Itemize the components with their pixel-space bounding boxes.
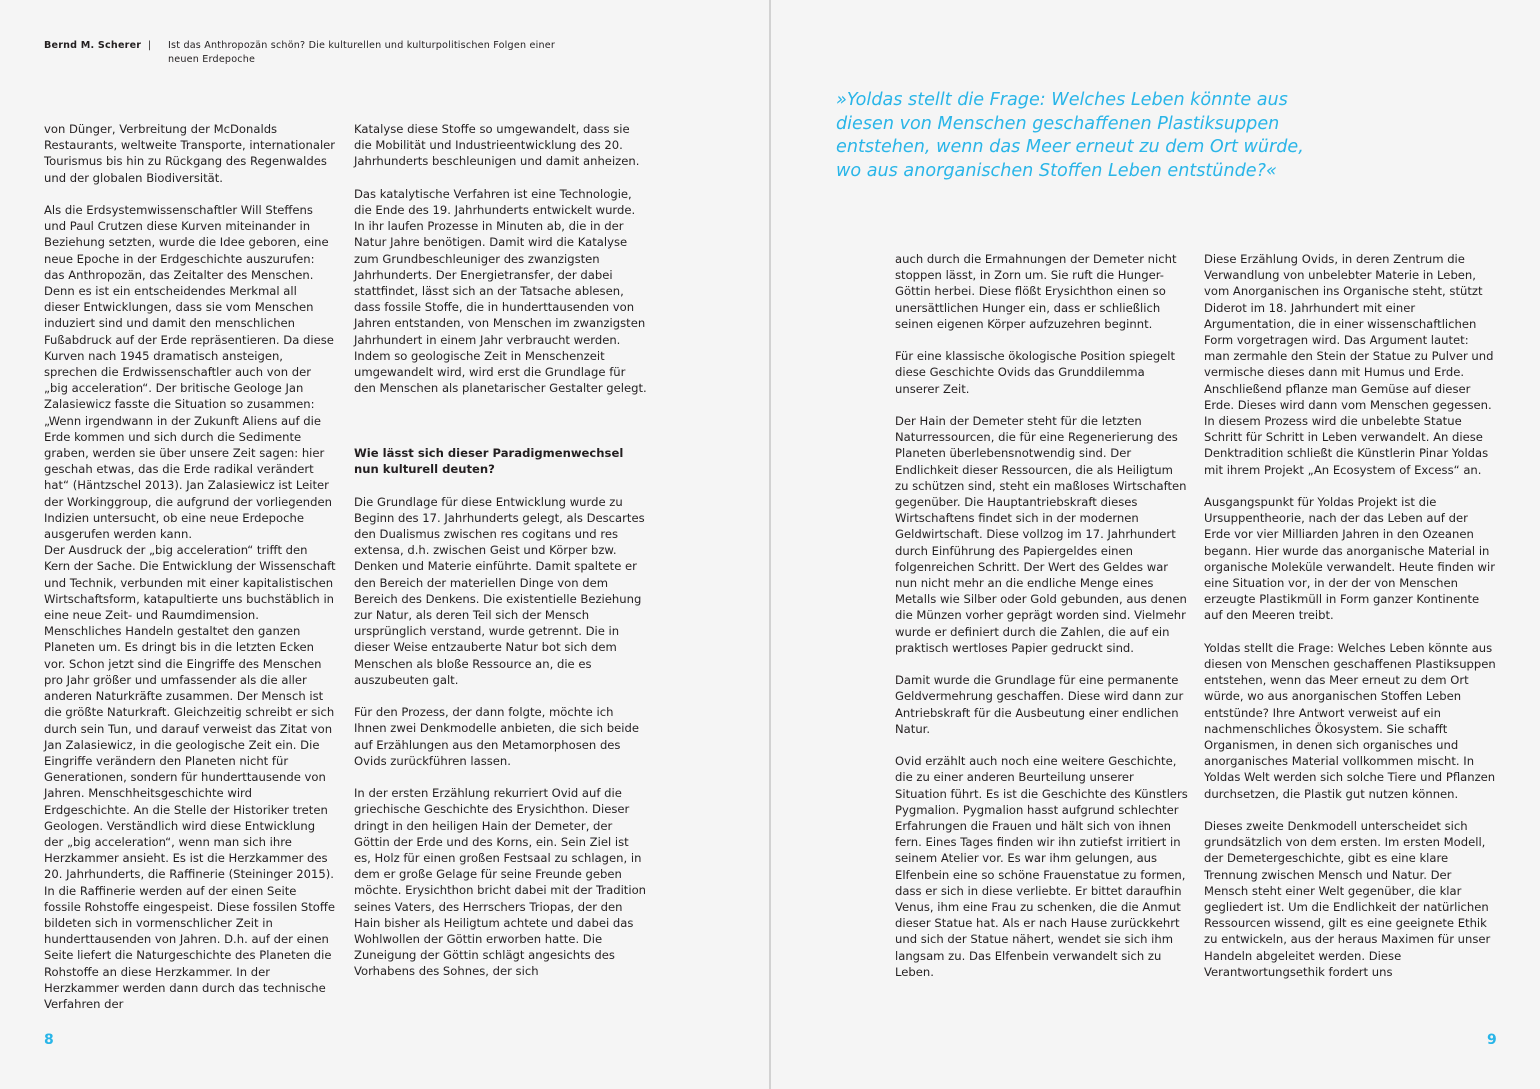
paragraph: Dieses zweite Denkmodell unterscheidet sich grundsätzlich von dem ersten. Im ersten Modell, der Demetergeschichte, gibt es eine klare Trennung zwischen Mensch und Natur. Der Mensch steht einer Welt gegenüber, die klar gegliedert ist. Um die Endlichkeit der natürlichen Ressourcen wissend, gilt es eine geeignete Ethik zu entwickeln, aus der heraus Maximen für unser Handeln abgeleitet werden. Diese Verantwortungsethik fordert uns: [1204, 819, 1491, 979]
paragraph: Katalyse diese Stoffe so umgewandelt, dass sie die Mobilität und Industrieentwicklung des 20. Jahrhunderts beschleunigen und damit anheizen.: [354, 122, 640, 169]
header-title: Ist das Anthropozän schön? Die kulturellen und kulturpolitischen Folgen einer neuen Erdepoche: [168, 40, 555, 65]
paragraph: von Dünger, Verbreitung der McDonalds Restaurants, weltweite Transporte, internationaler Tourismus bis hin zu Rückgang des Regenwaldes und der globalen Biodiversität.: [44, 122, 336, 185]
paragraph: Für eine klassische ökologische Position spiegelt diese Geschichte Ovids das Grunddilemma unserer Zeit.: [895, 349, 1176, 396]
page-number-left: 8: [44, 1032, 54, 1048]
paragraph: Die Grundlage für diese Entwicklung wurde zu Beginn des 17. Jahrhunderts gelegt, als Descartes den Dualismus zwischen res cogitans und res extensa, d.h. zwischen Geist und Körper bzw. Denken und Materie einführte. Damit spaltete er den Bereich der materiellen Dinge von dem Bereich des Denkens. Die existentielle Beziehung zur Natur, als deren Teil sich der Mensch ursprünglich verstand, wurde getrennt. Die in dieser Weise entzauberte Natur bot sich dem Menschen als bloße Ressource an, die es auszubeuten galt.: [354, 494, 645, 687]
paragraph: auch durch die Ermahnungen der Demeter nicht stoppen lässt, in Zorn um. Sie ruft die Hunger-Göttin herbei. Diese flößt Erysichthon einen so unersättlichen Hunger ein, dass er schließlich seinen eigenen Körper aufzuzehren beginnt.: [895, 252, 1177, 331]
paragraph: Für den Prozess, der dann folgte, möchte ich Ihnen zwei Denkmodelle anbieten, die sich beide auf Erzählungen aus den Metamorphosen des Ovids zurückführen lassen.: [354, 705, 639, 768]
page-number-right: 9: [1487, 1032, 1497, 1048]
paragraph: Der Hain der Demeter steht für die letzten Naturressourcen, die für eine Regenerierung des Planeten überlebensnotwendig sind. Der Endlichkeit dieser Ressourcen, die als Heiligtum zu schützen sind, steht ein maßloses Wirtschaften gegenüber. Die Hauptantriebskraft dieses Wirtschaftens findet sich in der modernen Geldwirtschaft. Diese vollzog im 17. Jahrhundert durch Einführung des Papiergeldes einen folgenreichen Schritt. Der Wert des Geldes war nun nicht mehr an die endliche Menge eines Metalls wie Silber oder Gold gebunden, aus denen die Münzen vorher geprägt worden sind. Vielmehr wurde er definiert durch die Zahlen, die auf ein praktisch wertloses Papier gedruckt sind.: [895, 414, 1187, 655]
paragraph: Yoldas stellt die Frage: Welches Leben könnte aus diesen von Menschen geschaffenen Plastiksuppen entstehen, wenn das Meer erneut zu dem Ort würde, wo aus anorganischen Stoffen Leben entstünde? Ihre Antwort verweist auf ein nachmenschliches Ökosystem. Sie schafft Organismen, in denen sich organisches und anorganisches Material vollkommen mischt. In Yoldas Welt werden sich solche Tiere und Pflanzen durchsetzen, die Plastik gut nutzen können.: [1204, 640, 1496, 801]
paragraph: Das katalytische Verfahren ist eine Technologie, die Ende des 19. Jahrhunderts entwickelt wurde. In ihr laufen Prozesse in Minuten ab, die in der Natur Jahre benötigen. Damit wird die Katalyse zum Grundbeschleuniger des zwanzigsten Jahrhunderts. Der Energietransfer, der dabei stattfindet, lässt sich an der Tatsache ablesen, dass fossile Stoffe, die in hunderttausenden von Jahren entstanden, von Menschen im zwanzigsten Jahrhundert in einem Jahr verbraucht werden. Indem so geologische Zeit in Menschenzeit umgewandelt wird, wird erst die Grundlage für den Menschen als planetarischer Gestalter gelegt.: [354, 186, 647, 396]
paragraph: Ovid erzählt auch noch eine weitere Geschichte, die zu einer anderen Beurteilung unserer Situation führt. Es ist die Geschichte des Künstlers Pygmalion. Pygmalion hasst aufgrund schlechter Erfahrungen die Frauen und hält sich von ihnen fern. Eines Tages finden wir ihn zutiefst irritiert in seinem Atelier vor. Es war ihm gelungen, aus Elfenbein eine so schöne Frauenstatue zu formen, dass er sich in diese verliebte. Er bittet daraufhin Venus, ihm eine Frau zu schenken, die die Anmut dieser Statue hat. Als er nach Hause zurückkehrt und sich der Statue nähert, wendet sie sich ihm langsam zu. Das Elfenbein verwandelt sich zu Leben.: [895, 754, 1188, 979]
pull-quote: »Yoldas stellt die Frage: Welches Leben könnte aus diesen von Menschen geschaffenen Plastiksuppen entstehen, wenn das Meer erneut zu dem Ort würde, wo aus anorganischen Stoffen Leben entstünde?«: [836, 90, 1304, 181]
left-column-2: [354, 121, 647, 980]
paragraph: Damit wurde die Grundlage für eine permanente Geldvermehrung geschaffen. Diese wird dann zur Antriebskraft für die Ausbeutung einer endlichen Natur.: [895, 673, 1184, 736]
paragraph: Ausgangspunkt für Yoldas Projekt ist die Ursuppentheorie, nach der das Leben auf der Erde vor vier Milliarden Jahren in den Ozeanen begann. Hier wurde das anorganische Material in organische Moleküle verwandelt. Heute finden wir eine Situation vor, in der der von Menschen erzeugte Plastikmüll in Form ganzer Kontinente auf den Meeren treibt.: [1204, 495, 1495, 623]
right-column-1: [895, 251, 1188, 980]
left-column-1: [44, 121, 336, 1012]
paragraph: In der ersten Erzählung rekurriert Ovid auf die griechische Geschichte des Erysichthon. Dieser dringt in den heiligen Hain der Demeter, der Göttin der Erde und des Korns, ein. Sein Ziel ist es, Holz für einen großen Festsaal zu schlagen, in dem er große Gelage für seine Freunde geben möchte. Erysichthon bricht dabei mit der Tradition seines Vaters, des Herrschers Triopas, der den Hain bisher als Heiligtum achtete und dabei das Wohlwollen der Göttin erworben hatte. Die Zuneigung der Göttin schlägt angesichts des Vorhabens des Sohnes, der sich: [354, 786, 647, 979]
paragraph: Als die Erdsystemwissenschaftler Will Steffens und Paul Crutzen diese Kurven miteinander in Beziehung setzten, wurde die Idee geboren, eine neue Epoche in der Erdgeschichte auszurufen: das Anthropozän, das Zeitalter des Menschen. Denn es ist ein entscheidendes Merkmal all dieser Entwicklungen, dass sie vom Menschen induziert sind und damit den menschlichen Fußabdruck auf der Erde repräsentieren. Da diese Kurven nach 1945 dramatisch ansteigen, sprechen die Erdwissenschaftler auch von der „big acceleration“. Der britische Geologe Jan Zalasiewicz fasste die Situation so zusammen: „Wenn irgendwann in der Zukunft Aliens auf die Erde kommen und sich durch die Sedimente graben, werden sie über unsere Zeit sagen: hier geschah etwas, das die Erde radikal verändert hat“ (Häntzschel 2013). Jan Zalasiewicz ist Leiter der Workinggroup, die aufgrund der vorliegenden Indizien untersucht, ob eine neue Erdepoche ausgerufen werden kann.: [44, 203, 334, 542]
header-author: Bernd M. Scherer: [44, 40, 142, 51]
right-column-2: [1204, 251, 1497, 980]
paragraph: Der Ausdruck der „big acceleration“ trifft den Kern der Sache. Die Entwicklung der Wissenschaft und Technik, verbunden mit einer kapitalistischen Wirtschaftsform, katapultierte uns buchstäblich in eine neue Zeit- und Raumdimension. Menschliches Handeln gestaltet den ganzen Planeten um. Es dringt bis in die letzten Ecken vor. Schon jetzt sind die Eingriffe des Menschen pro Jahr größer und umfassender als die aller anderen Naturkräfte zusammen. Der Mensch ist die größte Naturkraft. Gleichzeitig schreibt er sich durch sein Tun, und darauf verweist das Zitat von Jan Zalasiewicz, in die geologische Zeit ein. Die Eingriffe verändern den Planeten nicht für Generationen, sondern für hunderttausende von Jahren. Menschheitsgeschichte wird Erdgeschichte. An die Stelle der Historiker treten Geologen. Verständlich wird diese Entwicklung der „big acceleration“, wenn man sich ihre Herzkammer ansieht. Es ist die Herzkammer des 20. Jahrhunderts, die Raffinerie (Steininger 2015). In die Raffinerie werden auf der einen Seite fossile Rohstoffe eingespeist. Diese fossilen Stoffe bildeten sich in vormenschlicher Zeit in hunderttausenden von Jahren. D.h. auf der einen Seite liefert die Naturgeschichte des Planeten die Rohstoffe an diese Herzkammer. In der Herzkammer werden dann durch das technische Verfahren der: [44, 543, 336, 1011]
paragraph: Diese Erzählung Ovids, in deren Zentrum die Verwandlung von unbelebter Materie in Leben, vom Anorganischen ins Organische steht, stützt Diderot im 18. Jahrhundert mit einer Argumentation, die in einer wissenschaftlichen Form vorgetragen wird. Das Argument lautet: man zermahle den Stein der Statue zu Pulver und vermische dieses dann mit Humus und Erde. Anschließend pflanze man Gemüse auf dieser Erde. Dieses wird dann vom Menschen gegessen. In diesem Prozess wird die unbelebte Statue Schritt für Schritt in Leben verwandelt. An diese Denktradition schließt die Künstlerin Pinar Yoldas mit ihrem Projekt „An Ecosystem of Excess“ an.: [1204, 252, 1494, 477]
section-heading: Wie lässt sich dieser Paradigmenwechsel nun kulturell deuten?: [354, 446, 624, 477]
header-separator: |: [148, 40, 152, 51]
